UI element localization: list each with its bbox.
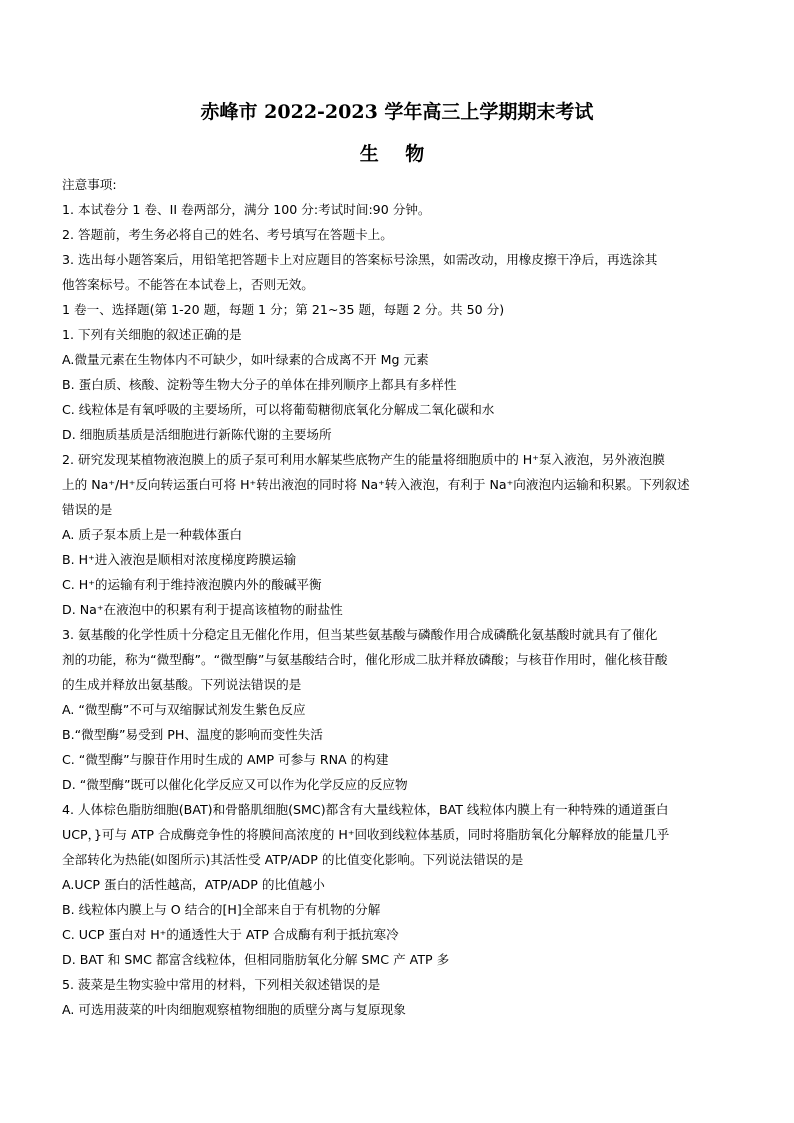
- option-c: C. 线粒体是有氧呼吸的主要场所，可以将葡萄糖彻底氧化分解成二氧化碳和水: [62, 402, 495, 417]
- option-d: D. Na⁺在液泡中的积累有利于提高该植物的耐盐性: [62, 602, 343, 617]
- notes-heading: 注意事项:: [62, 177, 117, 192]
- option-b: B. 蛋白质、核酸、淀粉等生物大分子的单体在排列顺序上都具有多样性: [62, 377, 457, 392]
- option-b: B. 线粒体内膜上与 O 结合的[H]全部来自于有机物的分解: [62, 902, 381, 917]
- option-b: B. H⁺进入液泡是顺相对浓度梯度跨膜运输: [62, 552, 297, 567]
- question-stem: UCP，}可与 ATP 合成酶竞争性的将膜间高浓度的 H⁺回收到线粒体基质，同时将脂肪氧化分解释放的能量几乎: [62, 827, 670, 842]
- option-a: A. 质子泵本质上是一种载体蛋白: [62, 527, 243, 542]
- option-b: B.“微型酶”易受到 PH、温度的影响而变性失活: [62, 727, 323, 742]
- question-stem: 剂的功能，称为“微型酶”。“微型酶”与氨基酸结合时，催化形成二肽并释放磷酸；与核苷作用时，催化核苷酸: [62, 652, 668, 667]
- subject-title: 生 物: [359, 143, 435, 165]
- note-item: 2. 答题前，考生务必将自己的姓名、考号填写在答题卡上。: [62, 227, 393, 242]
- question-stem: 1. 下列有关细胞的叙述正确的是: [62, 327, 242, 342]
- option-a: A.微量元素在生物体内不可缺少，如叶绿素的合成离不开 Mg 元素: [62, 352, 429, 367]
- question-stem: 错误的是: [62, 502, 113, 517]
- option-a: A. “微型酶”不可与双缩脲试剂发生紫色反应: [62, 702, 306, 717]
- option-d: D. “微型酶”既可以催化化学反应又可以作为化学反应的反应物: [62, 777, 408, 792]
- note-item: 他答案标号。不能答在本试卷上，否则无效。: [62, 277, 314, 292]
- note-item: 3. 选出每小题答案后，用铅笔把答题卡上对应题目的答案标号涂黑，如需改动，用橡皮擦干净后，再选涂其: [62, 252, 658, 267]
- question-stem: 3. 氨基酸的化学性质十分稳定且无催化作用，但当某些氨基酸与磷酸作用合成磷酰化氨基酸时就具有了催化: [62, 627, 658, 642]
- option-c: C. UCP 蛋白对 H⁺的通透性大于 ATP 合成酶有利于抵抗寒冷: [62, 927, 399, 942]
- option-d: D. BAT 和 SMC 都富含线粒体，但相同脂肪氧化分解 SMC 产 ATP 多: [62, 952, 450, 967]
- section-heading: 1 卷一、选择题(第 1-20 题，每题 1 分；第 21~35 题，每题 2 分。共 50 分): [62, 302, 505, 317]
- question-stem: 5. 菠菜是生物实验中常用的材料，下列相关叙述错误的是: [62, 977, 381, 992]
- option-c: C. “微型酶”与腺苷作用时生成的 AMP 可参与 RNA 的构建: [62, 752, 389, 767]
- option-a: A.UCP 蛋白的活性越高，ATP/ADP 的比值越小: [62, 877, 325, 892]
- exam-title: 赤峰市 2022-2023 学年高三上学期期末考试: [200, 101, 594, 123]
- question-stem: 全部转化为热能(如图所示)其活性受 ATP/ADP 的比值变化影响。下列说法错误的是: [62, 852, 524, 867]
- option-a: A. 可选用菠菜的叶肉细胞观察植物细胞的质壁分离与复原现象: [62, 1002, 406, 1017]
- question-stem: 的生成并释放出氨基酸。下列说法错误的是: [62, 677, 302, 692]
- question-stem: 4. 人体棕色脂肪细胞(BAT)和骨骼肌细胞(SMC)都含有大量线粒体，BAT 线粒体内膜上有一种特殊的通道蛋白: [62, 802, 669, 817]
- option-d: D. 细胞质基质是活细胞进行新陈代谢的主要场所: [62, 427, 332, 442]
- note-item: 1. 本试卷分 1 卷、II 卷两部分，满分 100 分:考试时间:90 分钟。: [62, 202, 431, 217]
- option-c: C. H⁺的运输有利于维持液泡膜内外的酸碱平衡: [62, 577, 322, 592]
- question-stem: 2. 研究发现某植物液泡膜上的质子泵可利用水解某些底物产生的能量将细胞质中的 H⁺泵入液泡，另外液泡膜: [62, 452, 665, 467]
- question-stem: 上的 Na⁺/H⁺反向转运蛋白可将 H⁺转出液泡的同时将 Na⁺转入液泡，有利于 Na⁺向液泡内运输和积累。下列叙述: [62, 477, 690, 492]
